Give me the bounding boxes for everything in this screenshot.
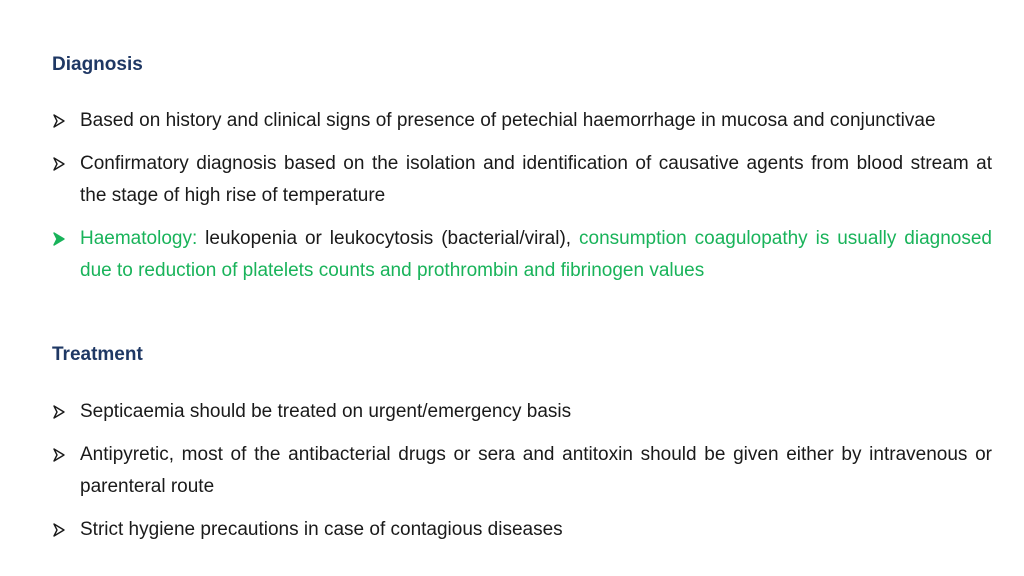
list-item-text: Confirmatory diagnosis based on the isolation and identification of causative agents from blood stream at the stage of high rise of temperature [80,153,992,206]
list-item [52,223,992,287]
list-item [52,148,992,212]
arrow-bullet-icon [52,105,70,137]
haematology-label: Haematology: [80,228,198,249]
haematology-highlight: consumption coagulopathy is usually diagnosed due to reduction of platelets counts and prothrombin and fibrinogen values [80,228,992,281]
treatment-list [52,396,992,557]
list-item-text: Based on history and clinical signs of presence of petechial haemorrhage in mucosa and conjunctivae [80,110,936,131]
arrow-bullet-icon [52,439,70,471]
arrow-bullet-icon [52,396,70,428]
list-item [52,105,992,137]
list-item [52,439,992,503]
arrow-bullet-icon [52,223,70,255]
list-item-text: Septicaemia should be treated on urgent/emergency basis [80,401,572,422]
treatment-heading: Treatment [52,344,143,365]
haematology-text: leukopenia or leukocytosis (bacterial/viral), [197,228,579,249]
list-item [52,396,992,428]
diagnosis-list [52,105,992,298]
arrow-bullet-icon [52,148,70,180]
arrow-bullet-icon [52,514,70,546]
diagnosis-heading: Diagnosis [52,54,143,75]
list-item [52,514,992,546]
list-item-text: Antipyretic, most of the antibacterial drugs or sera and antitoxin should be given either by intravenous or parenteral route [80,444,992,497]
list-item-text: Strict hygiene precautions in case of contagious diseases [80,519,563,540]
